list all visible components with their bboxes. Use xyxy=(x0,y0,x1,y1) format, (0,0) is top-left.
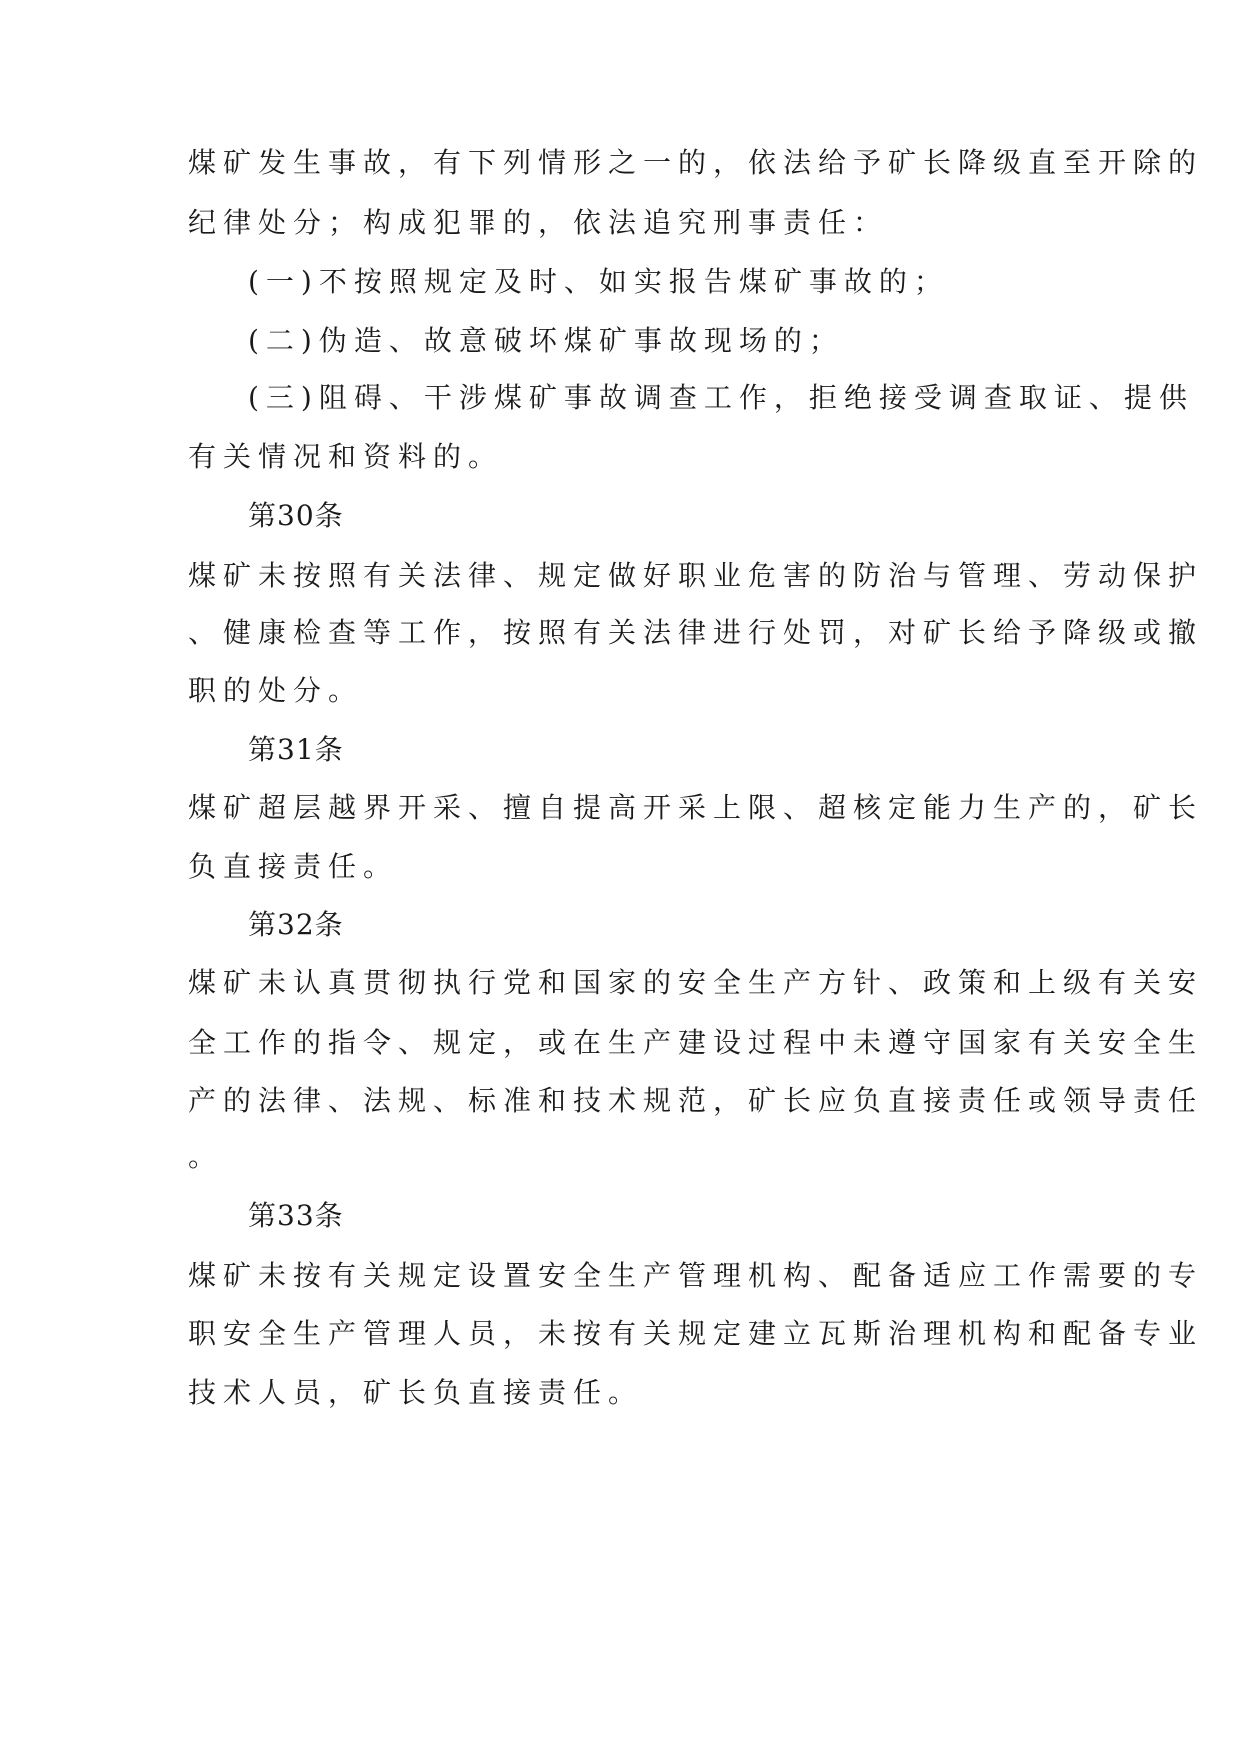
paragraph-line: 全工作的指令、规定，或在生产建设过程中未遵守国家有关安全生 xyxy=(188,1026,1204,1059)
paragraph-line: 。 xyxy=(188,1140,224,1173)
list-item: (三)阻碍、干涉煤矿事故调查工作，拒绝接受调查取证、提供 xyxy=(248,381,1194,414)
paragraph-line: 有关情况和资料的。 xyxy=(188,440,504,473)
list-item: (二)伪造、故意破坏煤矿事故现场的； xyxy=(248,324,844,357)
paragraph-line: 纪律处分；构成犯罪的，依法追究刑事责任： xyxy=(188,206,889,239)
paragraph-line: 煤矿超层越界开采、擅自提高开采上限、超核定能力生产的，矿长 xyxy=(188,791,1204,824)
paragraph-line: 产的法律、法规、标准和技术规范，矿长应负直接责任或领导责任 xyxy=(188,1084,1204,1117)
article-heading: 第31条 xyxy=(248,733,344,766)
paragraph-line: 职安全生产管理人员，未按有关规定建立瓦斯治理机构和配备专业 xyxy=(188,1317,1204,1350)
article-heading: 第30条 xyxy=(248,499,344,532)
article-heading: 第33条 xyxy=(248,1199,344,1232)
paragraph-line: 煤矿未按照有关法律、规定做好职业危害的防治与管理、劳动保护 xyxy=(188,559,1204,592)
paragraph-line: 煤矿未按有关规定设置安全生产管理机构、配备适应工作需要的专 xyxy=(188,1259,1204,1292)
paragraph-line: 、健康检查等工作，按照有关法律进行处罚，对矿长给予降级或撤 xyxy=(188,616,1204,649)
article-heading: 第32条 xyxy=(248,908,344,941)
paragraph-line: 技术人员，矿长负直接责任。 xyxy=(188,1376,644,1409)
list-item: (一)不按照规定及时、如实报告煤矿事故的； xyxy=(248,265,949,298)
paragraph-line: 煤矿未认真贯彻执行党和国家的安全生产方针、政策和上级有关安 xyxy=(188,966,1204,999)
paragraph-line: 煤矿发生事故，有下列情形之一的，依法给予矿长降级直至开除的 xyxy=(188,146,1204,179)
paragraph-line: 职的处分。 xyxy=(188,674,364,707)
paragraph-line: 负直接责任。 xyxy=(188,850,399,883)
